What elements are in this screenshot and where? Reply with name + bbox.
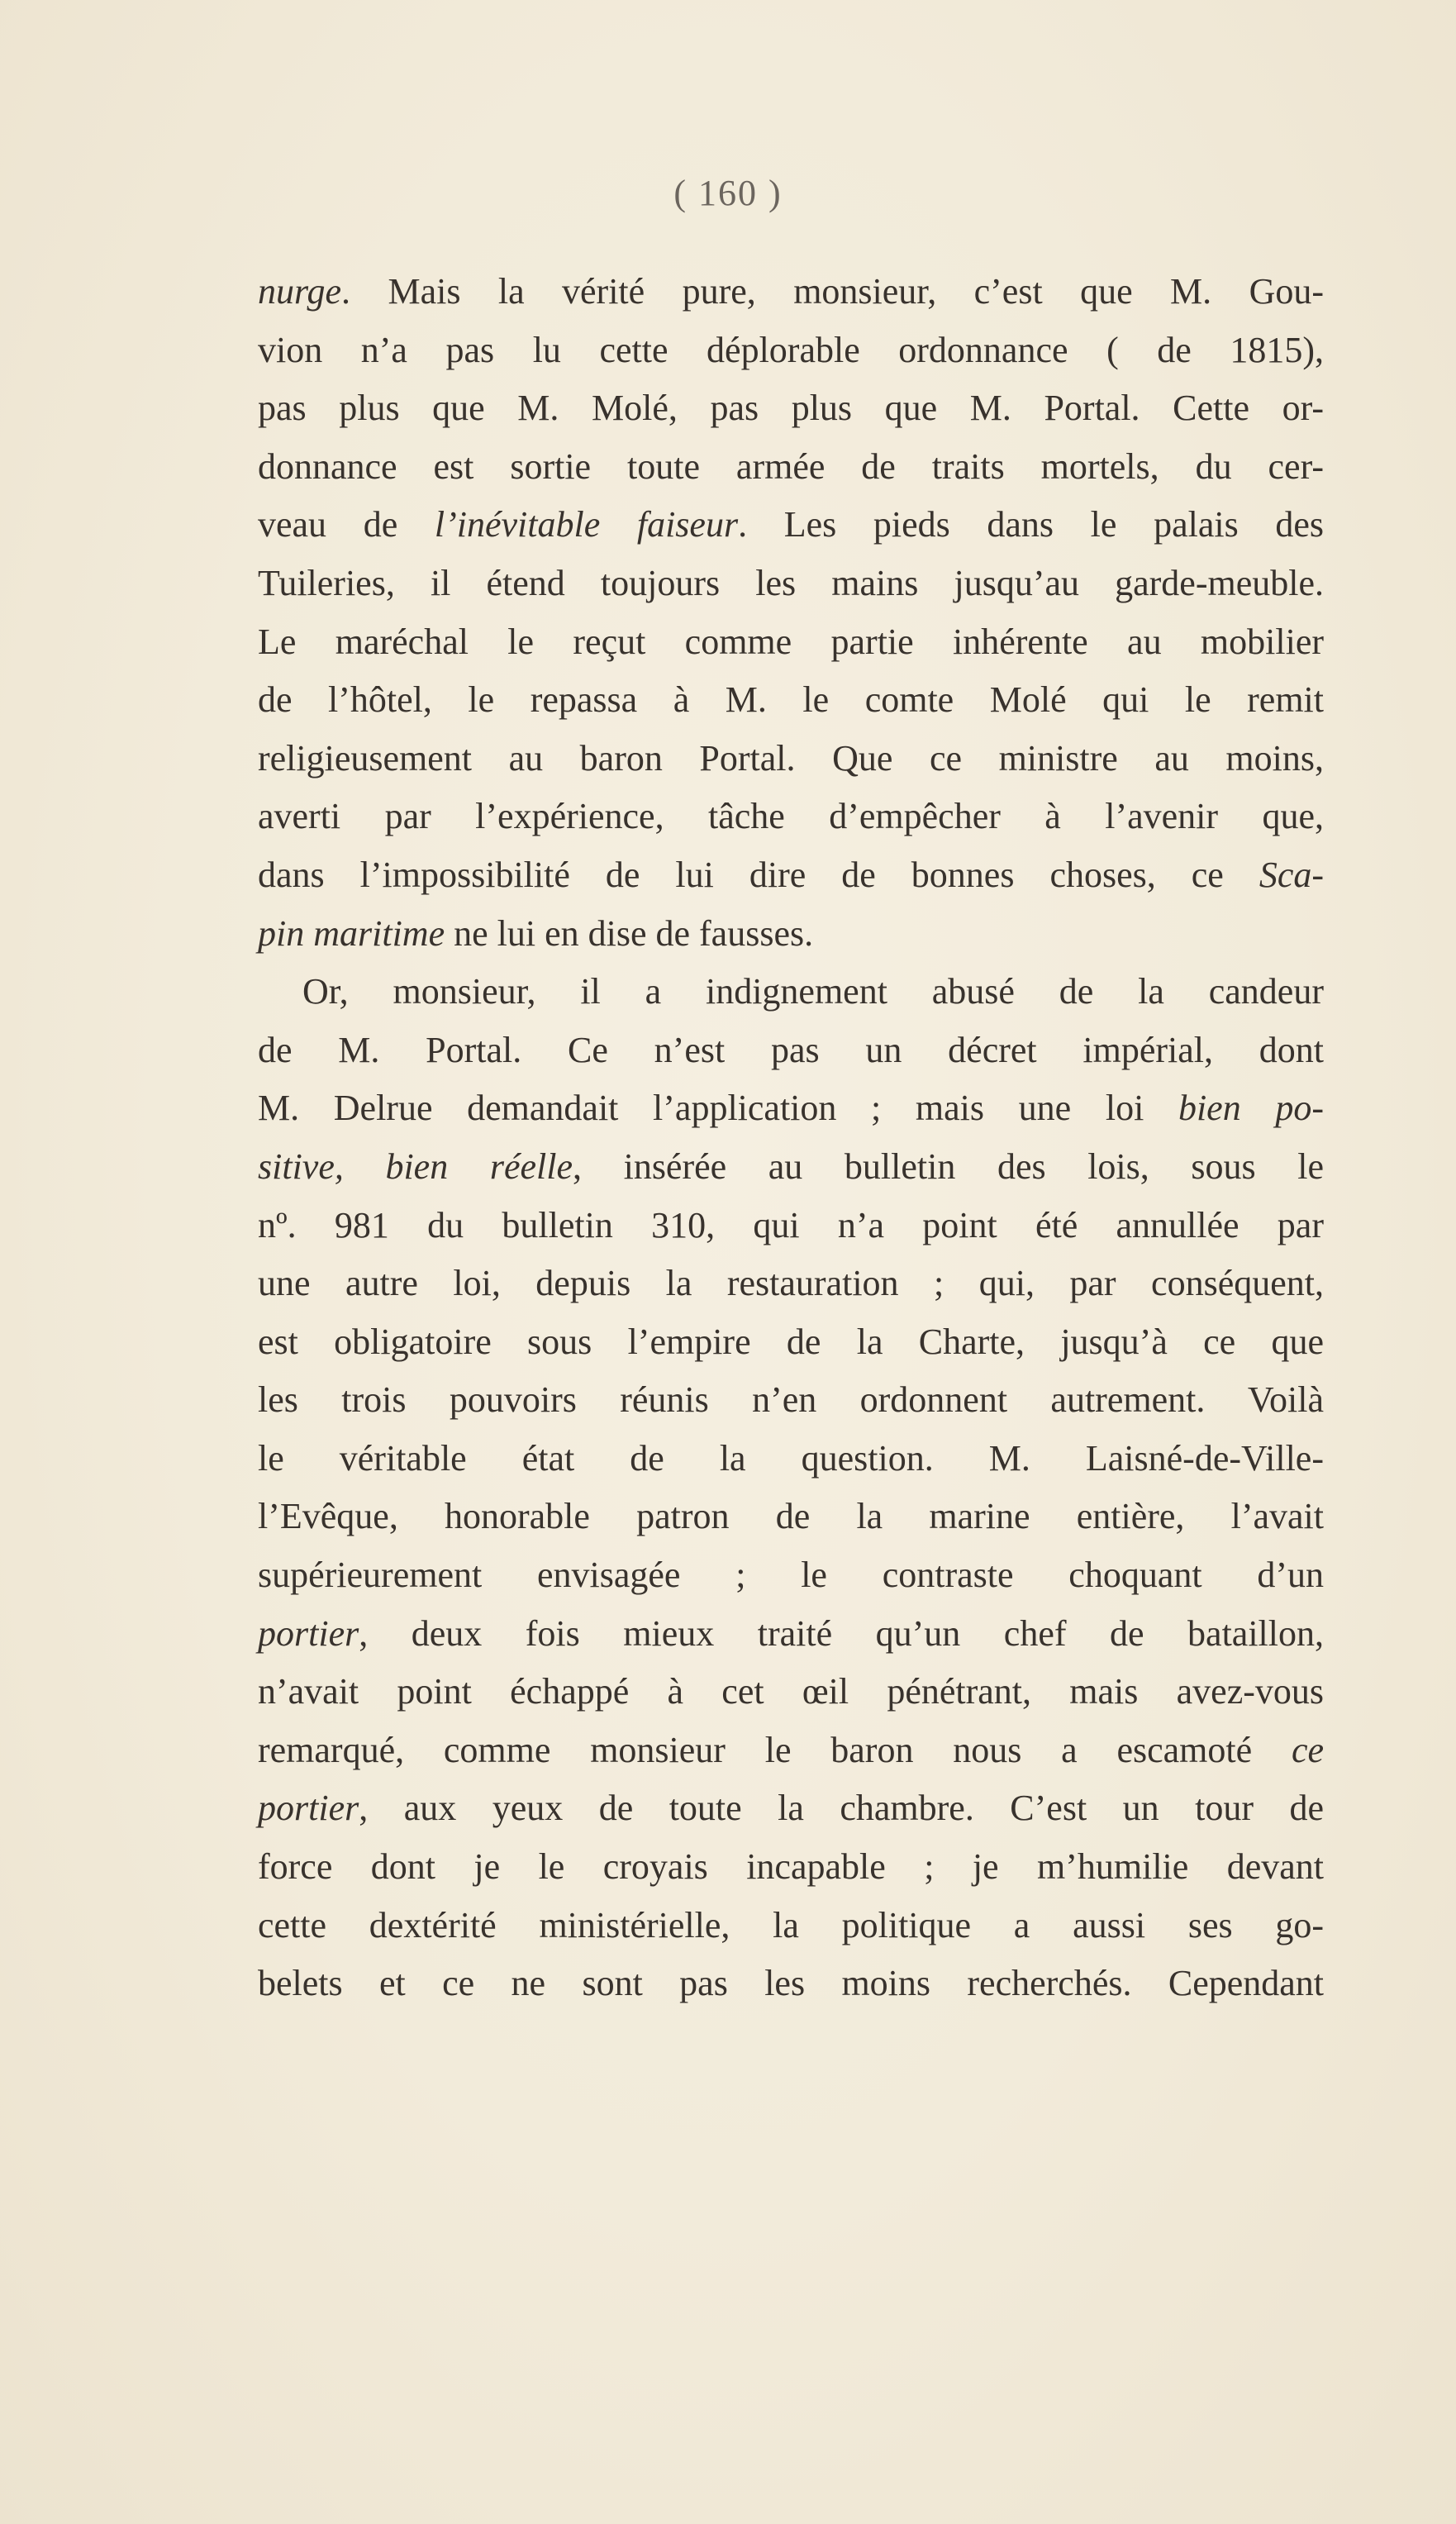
text-line: portier, aux yeux de toute la chambre. C’est un tour de <box>258 1788 1324 1829</box>
text-line: les trois pouvoirs réunis n’en ordonnent autrement. Voilà <box>258 1379 1324 1421</box>
text-line: supérieurement envisagée ; le contraste choquant d’un <box>258 1555 1324 1596</box>
text-line-paragraph-end: pin maritime ne lui en dise de fausses. <box>258 912 814 954</box>
text-line: Le maréchal le reçut comme partie inhérente au mobilier <box>258 621 1324 662</box>
text-line: averti par l’expérience, tâche d’empêcher à l’avenir que, <box>258 796 1324 837</box>
text-line: pas plus que M. Molé, pas plus que M. Portal. Cette or- <box>258 388 1324 429</box>
text-line: l’Evêque, honorable patron de la marine entière, l’avait <box>258 1496 1324 1537</box>
body-text <box>258 263 1324 2013</box>
text-line: sitive, bien réelle, insérée au bulletin des lois, sous le <box>258 1145 1324 1187</box>
text-line: de M. Portal. Ce n’est pas un décret impérial, dont <box>258 1029 1324 1070</box>
text-line: n’avait point échappé à cet œil pénétrant, mais avez-vous <box>258 1671 1324 1712</box>
page-number-header: ( 160 ) <box>673 173 783 213</box>
text-line-paragraph-start: Or, monsieur, il a indignement abusé de la candeur <box>302 971 1324 1012</box>
text-line: dans l’impossibilité de lui dire de bonnes choses, ce Sca- <box>258 854 1324 895</box>
text-line: portier, deux fois mieux traité qu’un chef de bataillon, <box>258 1612 1324 1654</box>
text-line: donnance est sortie toute armée de traits mortels, du cer- <box>258 445 1324 487</box>
text-line: remarqué, comme monsieur le baron nous a escamoté ce <box>258 1729 1324 1770</box>
text-line: veau de l’inévitable faiseur. Les pieds dans le palais des <box>258 504 1324 545</box>
text-line: Tuileries, il étend toujours les mains jusqu’au garde-meuble. <box>258 562 1324 603</box>
text-line: le véritable état de la question. M. Laisné-de-Ville- <box>258 1437 1324 1479</box>
text-line: est obligatoire sous l’empire de la Charte, jusqu’à ce que <box>258 1321 1324 1362</box>
text-line: M. Delrue demandait l’application ; mais une loi bien po- <box>258 1088 1325 1129</box>
text-line: une autre loi, depuis la restauration ; qui, par conséquent, <box>258 1263 1324 1304</box>
text-line: force dont je le croyais incapable ; je m’humilie devant <box>258 1846 1324 1888</box>
text-line: cette dextérité ministérielle, la politique a aussi ses go- <box>258 1904 1324 1945</box>
text-line: nº. 981 du bulletin 310, qui n’a point été annullée par <box>258 1204 1324 1245</box>
text-line: religieusement au baron Portal. Que ce ministre au moins, <box>258 737 1324 779</box>
text-line: nurge. Mais la vérité pure, monsieur, c’est que M. Gou- <box>258 271 1324 312</box>
text-line: vion n’a pas lu cette déplorable ordonnance ( de 1815), <box>258 329 1324 370</box>
text-line: belets et ce ne sont pas les moins recherchés. Cependant <box>258 1963 1324 2004</box>
text-line: de l’hôtel, le repassa à M. le comte Molé qui le remit <box>258 679 1324 721</box>
